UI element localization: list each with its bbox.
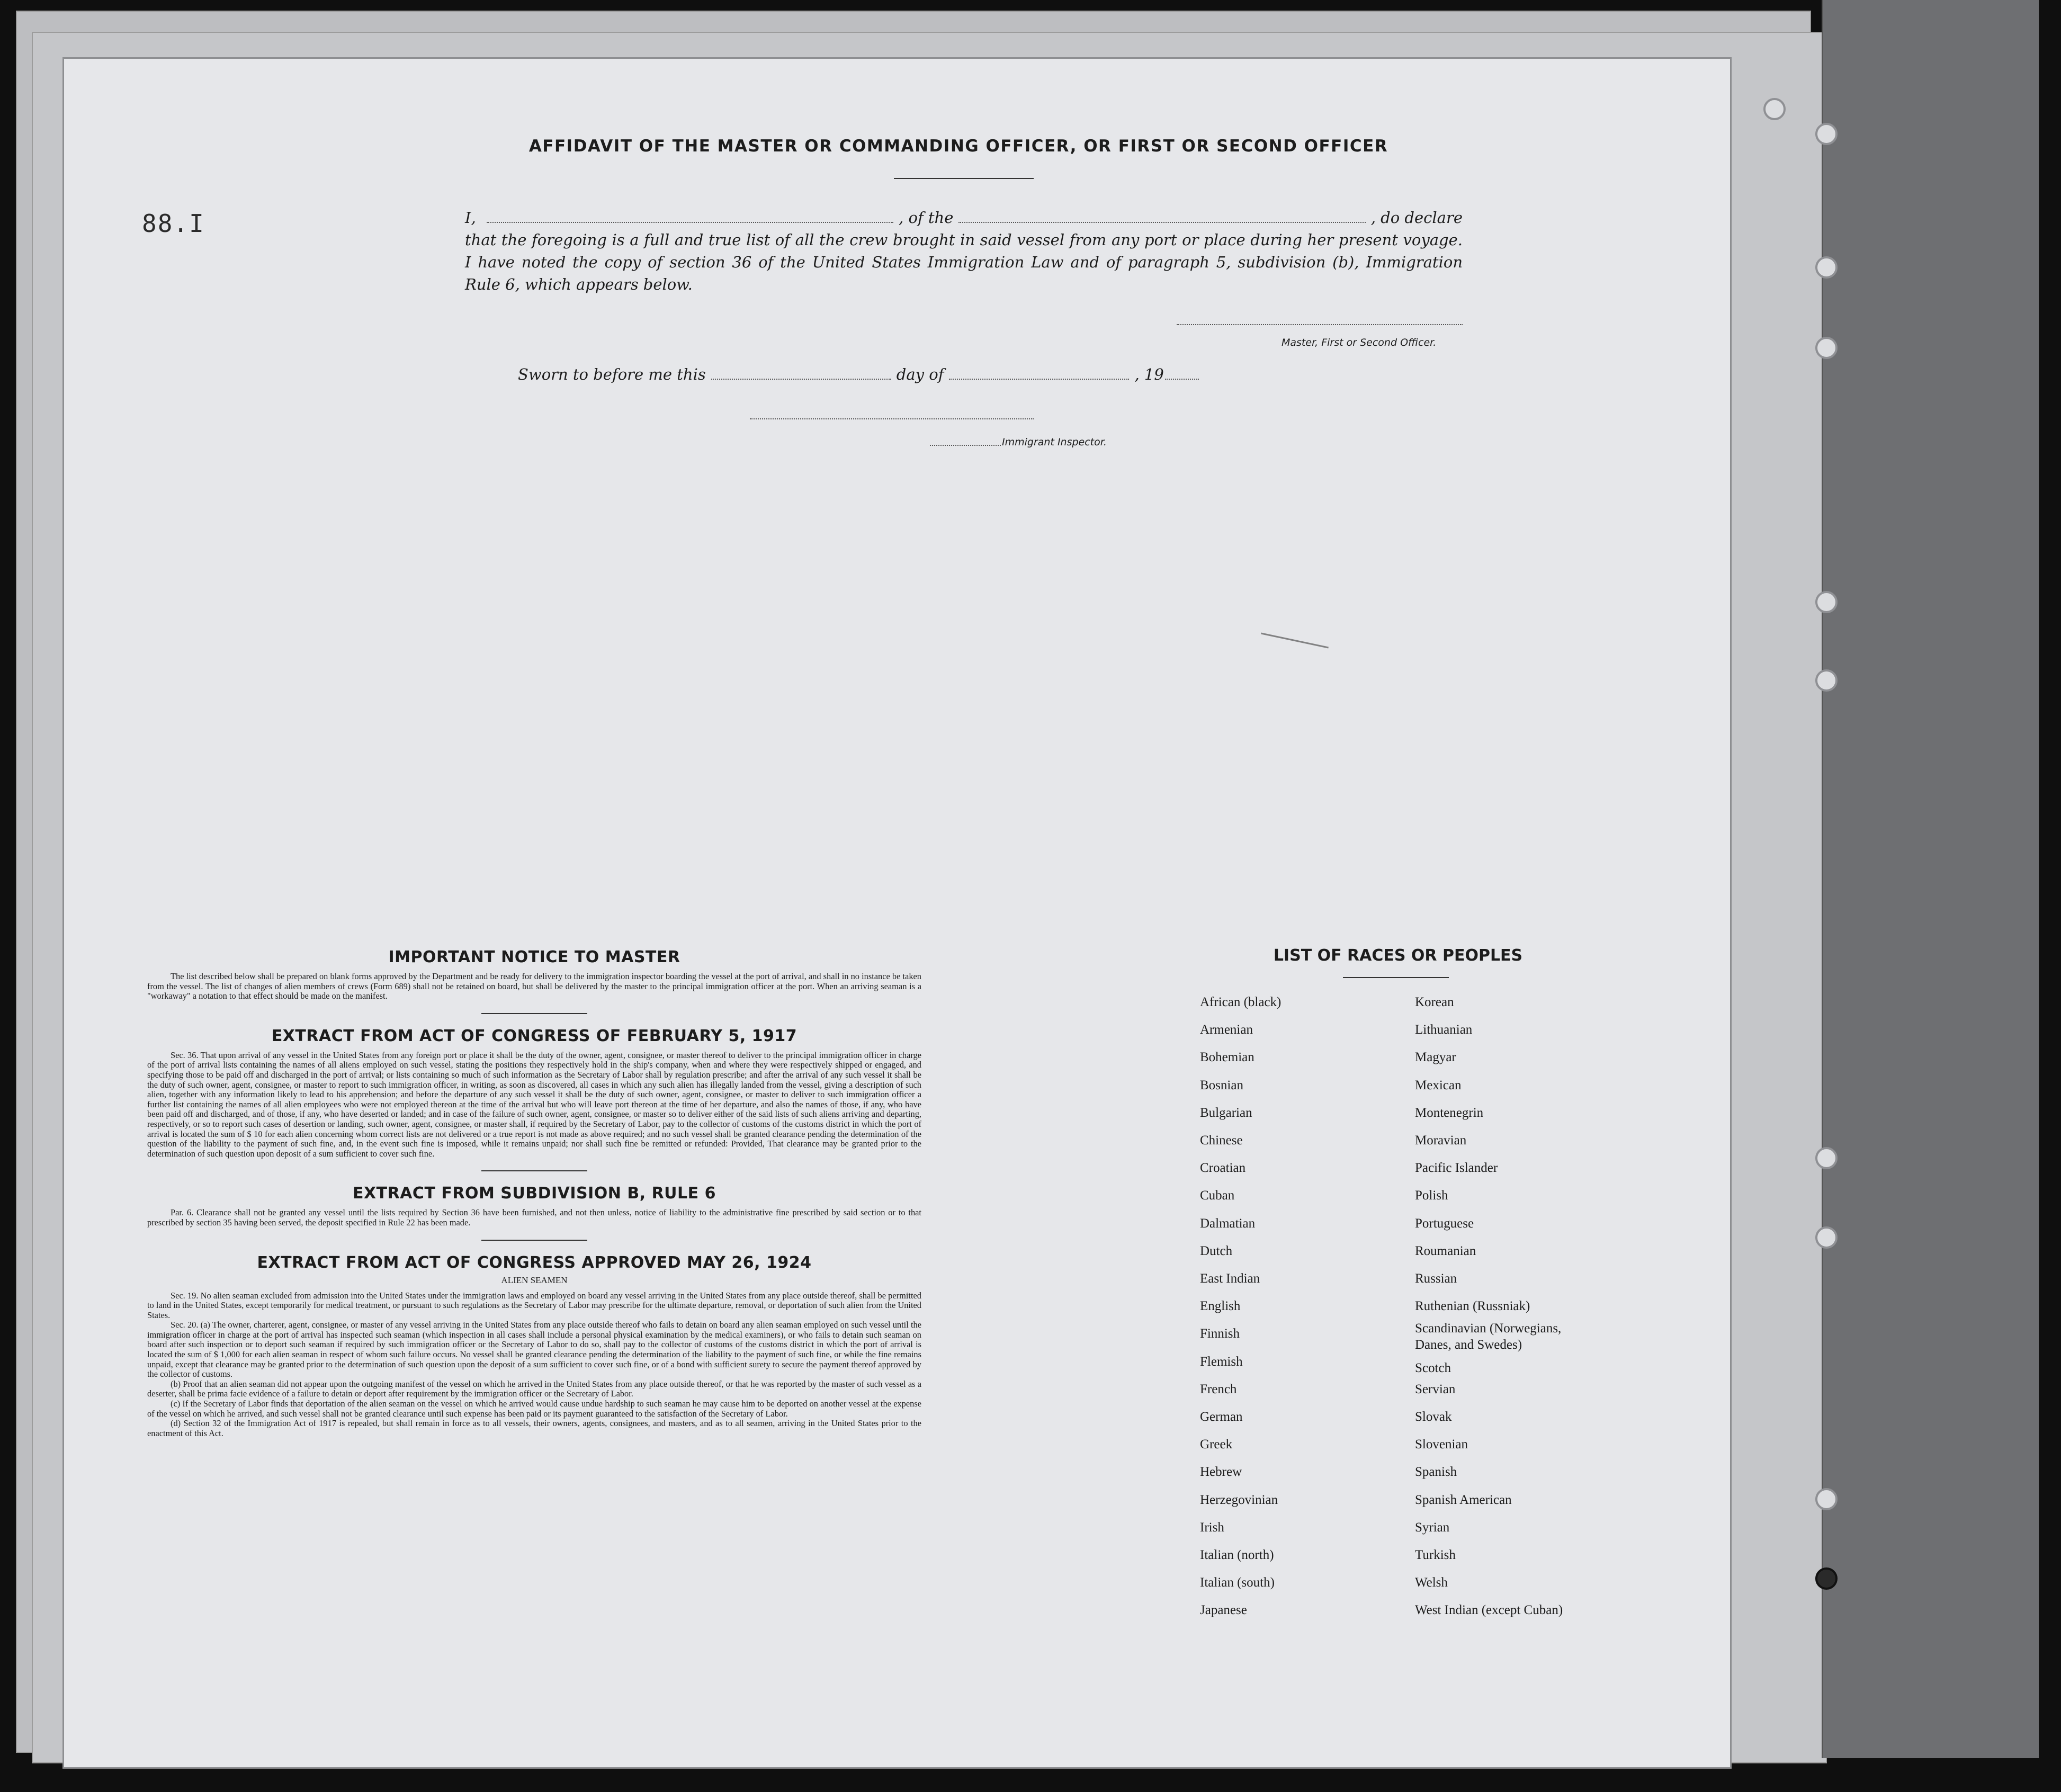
punch-hole-icon: [1815, 591, 1838, 613]
notice-paragraph: The list described below shall be prepared on blank forms approved by the Department and be ready for delivery to the immigration inspector boarding the vessel at the port of arrival, and shall in no instance be taken from the vessel. The list of changes of alien members of crews (Form 689) shall not be retained on board, but shall be delivered by the master to the principal immigration officer at the port. When an arriving seaman is a "workaway" a notation to that effect should be made on the manifest.: [147, 971, 921, 1001]
race-item: Flemish: [1200, 1354, 1243, 1369]
race-item: Lithuanian: [1415, 1023, 1473, 1037]
extract-rule6-heading: EXTRACT FROM SUBDIVISION B, RULE 6: [353, 1184, 716, 1203]
race-item: Chinese: [1200, 1133, 1243, 1148]
notice-heading: IMPORTANT NOTICE TO MASTER: [388, 948, 680, 966]
race-item: Italian (south): [1200, 1575, 1275, 1590]
race-item: Korean: [1415, 995, 1454, 1009]
race-item: Spanish American: [1415, 1492, 1512, 1507]
name-blank: [487, 209, 893, 223]
sec-20a-paragraph: Sec. 20. (a) The owner, charterer, agent, consignee, or master of any vessel arriving in the United States from any place outside thereof who fails to detain on board any alien seaman employed on such vessel until the immigration officer in charge at the port of arrival has inspected such seaman (which inspection in all cases shall include a personal physical examination by the medical examiners), or who fails to detain such seaman on board after such inspection or to deport such seaman if required by such immigration officer or the Secretary of Labor to do so, shall pay to the collector of customs of the customs district in which the port of arrival is located the sum of $ 1,000 for each alien seaman in respect of whom such failure occurs. No vessel shall be granted clearance pending the determination of the liability to the payment of such fine, or while the fine remains unpaid, except that clearance may be granted prior to the determination of such question upon the deposit of a sum sufficient to cover such fine, or of a bond with sufficient surety to secure the payment thereof approved by the collector of customs.: [147, 1320, 921, 1379]
race-item: Syrian: [1415, 1520, 1450, 1535]
notices-column: [147, 948, 921, 1438]
sec-36-paragraph: Sec. 36. That upon arrival of any vessel in the United States from any foreign port or place it shall be the duty of the owner, agent, consignee, or master thereof to deliver to the principal immigration officer in charge of the port of arrival lists containing the names of all aliens employed on such vessel, stating the positions they respectively hold in the ship's company, when and where they were respectively shipped or engaged, and specifying those to be paid off and discharged in the port of arrival; or lists containing so much of such information as the Secretary of Labor shall by regulation prescribe; and after the arrival of any such vessel it shall be the duty of such owner, agent, consignee, or master to report to such immigration officer, in writing, as soon as discovered, all cases in which any such alien has illegally landed from the vessel, giving a description of such alien, together with any information likely to lead to his apprehension; and before the departure of any such vessel it shall be the duty of such owner, agent, consignee, or master to deliver to such immigration officer a further list containing the names of all alien employees who were not employed thereon at the time of the arrival but who will leave port thereon at the time of her departure, and also the names of those, if any, who have been paid off and discharged, and of those, if any, who have deserted or landed; and in case of the failure of such owner, agent, consignee, or master so to deliver either of the said lists of such aliens arriving and departing, respectively, or so to report such cases of desertion or landing, such owner, agent, consignee, or master shall, if required by the Secretary of Labor, pay to the collector of customs of the customs district in which the port of arrival is located the sum of $ 10 for each alien concerning whom correct lists are not delivered or a true report is not made as above required; and no such vessel shall be granted clearance pending the determination of the question of the liability to the payment of such fine, and, in the event such fine is imposed, while it remains unpaid; nor shall such fine be remitted or refunded: Provided, That clearance may be granted prior to the determination of such question upon deposit of a sum sufficient to cover such fine.: [147, 1050, 921, 1159]
race-item: Polish: [1415, 1188, 1448, 1203]
punch-hole-icon: [1763, 98, 1786, 120]
race-item: Mexican: [1415, 1078, 1462, 1092]
punch-hole-icon: [1815, 669, 1838, 692]
race-item: Danes, and Swedes): [1415, 1337, 1522, 1352]
race-item: Welsh: [1415, 1575, 1448, 1590]
sec-20d-paragraph: (d) Section 32 of the Immigration Act of 1917 is repealed, but shall remain in force as to all vessels, their owners, agents, consignees, and masters, and as to all seamen, arriving in the United States prior to the enactment of this Act.: [147, 1418, 921, 1438]
sec-19-paragraph: Sec. 19. No alien seaman excluded from admission into the United States under the immigration laws and employed on board any vessel arriving in the United States from any place outside thereof, shall be permitted to land in the United States, except temporarily for medical treatment, or pursuant to such regulations as the Secretary of Labor may prescribe for the ultimate departure, removal, or deportation of such alien from the United States.: [147, 1290, 921, 1320]
section-divider: [481, 1240, 587, 1241]
alien-seamen-subheading: ALIEN SEAMEN: [501, 1275, 568, 1285]
punch-hole-icon: [1815, 1567, 1838, 1590]
extract-1917-body: [147, 1051, 921, 1159]
background-panel: [1822, 0, 2039, 1758]
declaration-body: that the foregoing is a full and true list of all the crew brought in said vessel from any port or place during her present voyage. I have noted the copy of section 36 of the United States Immigration Law and of paragraph 5, subdivision (b), Immigration Rule 6, which appears below.: [465, 231, 1463, 293]
punch-hole-icon: [1815, 337, 1838, 359]
sec-20c-paragraph: (c) If the Secretary of Labor finds that deportation of the alien seaman on the vessel on which he arrived would cause undue hardship to such seaman he may cause him to be deported on another vessel at the expense of the vessel on which he arrived, and such vessel shall not be granted clearance until such expense has been paid or its payment guaranteed to the satisfaction of the Secretary of Labor.: [147, 1399, 921, 1419]
section-divider: [481, 1013, 587, 1014]
race-item: Scandinavian (Norwegians,: [1415, 1321, 1562, 1336]
declaration-do-declare: , do declare: [1370, 209, 1463, 227]
title-rule: [894, 178, 1034, 179]
race-item: Montenegrin: [1415, 1105, 1484, 1120]
sworn-day-of: day of: [896, 365, 944, 383]
master-signature-label: Master, First or Second Officer.: [1282, 337, 1437, 348]
master-signature-line: [1177, 324, 1463, 325]
race-item: Hebrew: [1200, 1465, 1242, 1480]
races-title-rule: [1343, 977, 1449, 978]
race-item: English: [1200, 1299, 1241, 1314]
race-item: Spanish: [1415, 1465, 1457, 1480]
sworn-line: [518, 365, 1204, 383]
race-item: Ruthenian (Russniak): [1415, 1299, 1530, 1314]
race-item: Pacific Islander: [1415, 1161, 1498, 1176]
race-item: Magyar: [1415, 1050, 1456, 1065]
affidavit-title: AFFIDAVIT OF THE MASTER OR COMMANDING OFFICER, OR FIRST OR SECOND OFFICER: [528, 137, 1388, 156]
punch-hole-icon: [1815, 256, 1838, 279]
declaration-first-line: [465, 207, 1463, 229]
declaration-i: I,: [465, 209, 476, 227]
race-item: Moravian: [1415, 1133, 1467, 1148]
month-blank: [949, 368, 1129, 380]
sec-20b-paragraph: (b) Proof that an alien seaman did not appear upon the outgoing manifest of the vessel on which he arrived in the United States from any place outside thereof, or that he was reported by the master of such vessel as a deserter, shall be prima facie evidence of a failure to detain or deport after requirement by the immigration officer or the Secretary of Labor.: [147, 1378, 921, 1399]
race-item: African (black): [1200, 995, 1282, 1009]
vessel-blank: [958, 209, 1365, 223]
race-item: Italian (north): [1200, 1548, 1274, 1562]
race-item: Dalmatian: [1200, 1216, 1256, 1231]
inspector-label: Immigrant Inspector.: [1002, 436, 1107, 448]
race-item: Cuban: [1200, 1188, 1235, 1203]
race-item: West Indian (except Cuban): [1415, 1603, 1563, 1618]
race-item: East Indian: [1200, 1271, 1260, 1286]
margin-note: 88.I: [142, 209, 205, 238]
race-item: Slovenian: [1415, 1437, 1468, 1452]
sworn-prefix: Sworn to before me this: [518, 365, 706, 383]
race-item: Portuguese: [1415, 1216, 1474, 1231]
punch-hole-icon: [1815, 1147, 1838, 1169]
year-blank: [1165, 368, 1199, 380]
sworn-year-prefix: , 19: [1134, 365, 1164, 383]
race-item: Servian: [1415, 1382, 1456, 1396]
race-item: Herzegovinian: [1200, 1492, 1278, 1507]
race-item: French: [1200, 1382, 1237, 1396]
extract-1924-body: [147, 1291, 921, 1439]
declaration-of-the: , of the: [899, 209, 954, 227]
race-item: Croatian: [1200, 1161, 1246, 1176]
race-item: Dutch: [1200, 1243, 1233, 1258]
race-item: Scotch: [1415, 1360, 1451, 1375]
section-divider: [481, 1170, 587, 1171]
punch-hole-icon: [1815, 1226, 1838, 1249]
extract-1917-heading: EXTRACT FROM ACT OF CONGRESS OF FEBRUARY 5, 1917: [271, 1026, 797, 1045]
affidavit-declaration: [465, 207, 1463, 295]
race-item: Bosnian: [1200, 1078, 1243, 1092]
punch-hole-icon: [1815, 1488, 1838, 1510]
extract-rule6-body: [147, 1208, 921, 1227]
notice-body: [147, 972, 921, 1001]
par-6-paragraph: Par. 6. Clearance shall not be granted any vessel until the lists required by Section 36 have been furnished, and not then unless, notice of liability to the administrative fine prescribed by said section or to that prescribed by section 35 having been served, the deposit specified in Rule 22 has been made.: [147, 1207, 921, 1227]
race-item: Bohemian: [1200, 1050, 1254, 1065]
race-item: Japanese: [1200, 1603, 1247, 1618]
race-item: Turkish: [1415, 1548, 1456, 1562]
day-blank: [711, 368, 891, 380]
race-item: Armenian: [1200, 1023, 1253, 1037]
race-item: Slovak: [1415, 1410, 1452, 1424]
race-item: Greek: [1200, 1437, 1233, 1452]
race-item: German: [1200, 1410, 1243, 1424]
race-item: Bulgarian: [1200, 1105, 1252, 1120]
race-item: Finnish: [1200, 1327, 1240, 1341]
races-title: LIST OF RACES OR PEOPLES: [1273, 946, 1523, 965]
inspector-dots: [930, 445, 1001, 446]
inspector-signature-line: [750, 418, 1034, 419]
race-item: Irish: [1200, 1520, 1224, 1535]
race-item: Russian: [1415, 1271, 1457, 1286]
punch-hole-icon: [1815, 123, 1838, 145]
race-item: Roumanian: [1415, 1243, 1476, 1258]
manifest-page: [62, 57, 1732, 1769]
extract-1924-heading: EXTRACT FROM ACT OF CONGRESS APPROVED MAY 26, 1924: [257, 1253, 812, 1272]
